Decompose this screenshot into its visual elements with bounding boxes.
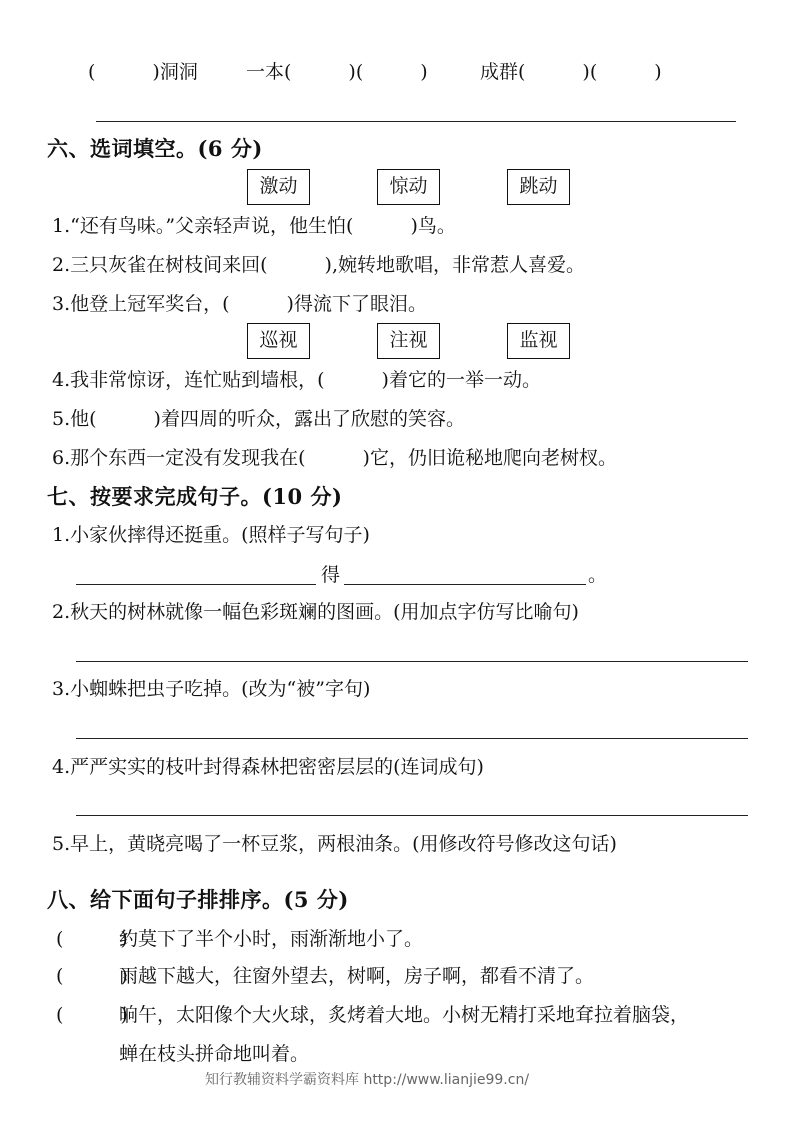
question-7-3: 3.小蜘蛛把虫子吃掉。(改为“被”字句) (52, 678, 371, 700)
word-box: 激动 (247, 169, 310, 205)
answer-line[interactable] (76, 584, 316, 585)
word-box: 惊动 (377, 169, 440, 205)
question-7-1-end: 。 (588, 564, 608, 586)
fill-item-2: 一本( )( ) (246, 61, 428, 83)
question-6-6: 6.那个东西一定没有发现我在( )它，仍旧诡秘地爬向老树杈。 (52, 447, 617, 469)
answer-line[interactable] (344, 584, 586, 585)
word-box: 巡视 (247, 323, 310, 359)
question-6-5: 5.他( )着四周的听众，露出了欣慰的笑容。 (52, 408, 465, 430)
sort-sentence-3: 晌午，太阳像个大火球，炙烤着大地。小树无精打采地耷拉着脑袋， (119, 1004, 690, 1026)
question-6-3: 3.他登上冠军奖台，( )得流下了眼泪。 (52, 293, 427, 315)
sort-paren: ( ) (56, 928, 128, 950)
question-7-5: 5.早上，黄晓亮喝了一杯豆浆，两根油条。(用修改符号修改这句话) (52, 833, 617, 855)
answer-line[interactable] (96, 121, 736, 122)
fill-item-1: ( )洞洞 (88, 61, 198, 83)
footer-watermark: 知行教辅资料学霸资料库 http://www.lianjie99.cn/ (205, 1072, 530, 1088)
sort-paren: ( ) (56, 965, 128, 987)
question-7-2: 2.秋天的树林就像一幅色彩斑斓的图画。(用加点字仿写比喻句) (52, 601, 579, 623)
sort-sentence-3-cont: 蝉在枝头拼命地叫着。 (119, 1043, 310, 1065)
question-6-1: 1.“还有鸟味。”父亲轻声说，他生怕( )鸟。 (52, 215, 456, 237)
question-6-2: 2.三只灰雀在树枝间来回( ),婉转地歌唱，非常惹人喜爱。 (52, 254, 585, 276)
question-6-4: 4.我非常惊讶，连忙贴到墙根，( )着它的一举一动。 (52, 369, 541, 391)
section7-heading: 七、按要求完成句子。(10 分) (47, 484, 343, 509)
section6-heading: 六、选词填空。(6 分) (47, 136, 263, 161)
question-7-1: 1.小家伙摔得还挺重。(照样子写句子) (52, 524, 370, 546)
answer-line[interactable] (76, 661, 748, 662)
sort-sentence-1: 约莫下了半个小时，雨渐渐地小了。 (119, 928, 424, 950)
question-7-1-mid: 得 (321, 564, 341, 586)
word-box: 监视 (507, 323, 570, 359)
section8-heading: 八、给下面句子排排序。(5 分) (47, 887, 349, 912)
question-7-4: 4.严严实实的枝叶封得森林把密密层层的(连词成句) (52, 756, 484, 778)
answer-line[interactable] (76, 738, 748, 739)
sort-sentence-2: 雨越下越大，往窗外望去，树啊，房子啊，都看不清了。 (119, 965, 595, 987)
answer-line[interactable] (76, 815, 748, 816)
word-box: 跳动 (507, 169, 570, 205)
sort-paren: ( ) (56, 1004, 128, 1026)
word-box: 注视 (377, 323, 440, 359)
fill-item-3: 成群( )( ) (480, 61, 662, 83)
